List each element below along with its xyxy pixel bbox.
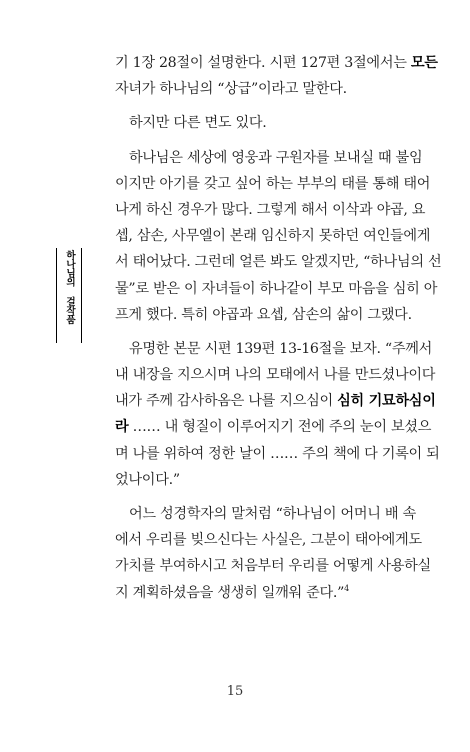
text-line: 내가 주께 감사하옴은 나를 지으심이 심히 기묘하심이 (115, 393, 436, 410)
text-line: 어느 성경학자의 말처럼 “하나님이 어머니 배 속 (129, 506, 416, 522)
text-line: 지 계획하셨음을 생생히 일깨워 준다.”$^4$ (115, 583, 349, 601)
text-line: 서 태어났다. 그런데 얼른 봐도 알겠지만, “하나님의 선 (115, 254, 442, 271)
text-line: 프게 했다. 특히 야곱과 요셉, 삼손의 삶이 그랬다. (115, 306, 412, 323)
bold-text: 모든 (410, 55, 438, 71)
chapter-tab-label: 하나님의 걸작품 (64, 250, 75, 324)
text-line: 이지만 아기를 갖고 싶어 하는 부부의 태를 통해 태어 (115, 175, 431, 192)
text-line: 셉, 삼손, 사무엘이 본래 임신하지 못하던 여인들에게 (115, 228, 431, 245)
text-line: 었나이다.” (115, 471, 180, 488)
text-line: 며 나를 위하여 정한 날이 …… 주의 책에 다 기록이 되 (115, 445, 440, 462)
footnote-marker: 4 (344, 583, 349, 593)
text-line: 자녀가 하나님의 “상급”이라고 말한다. (115, 81, 347, 98)
text-line: 에서 우리를 빚으신다는 사실은, 그분이 태아에게도 (115, 532, 422, 549)
text-line: 하지만 다른 면도 있다. (129, 115, 267, 132)
page-number: 15 (226, 684, 244, 699)
body-text (115, 50, 442, 606)
chapter-side-tab (56, 248, 82, 343)
text-line: 기 1장 28절이 설명한다. 시편 127편 3절에서는 모든 (115, 55, 438, 71)
text-line: 유명한 본문 시편 139편 13-16절을 보자. “주께서 (129, 340, 433, 357)
text-line: 내 내장을 지으시며 나의 모태에서 나를 만드셨나이다 (115, 367, 436, 384)
text-line: 라 …… 내 형질이 이루어지기 전에 주의 눈이 보셨으 (115, 419, 432, 436)
text-line: 나게 하신 경우가 많다. 그렇게 해서 이삭과 야곱, 요 (115, 201, 426, 218)
bold-text: 심히 기묘하심이 (337, 393, 436, 410)
text-line: 물”로 받은 이 자녀들이 하나같이 부모 마음을 심히 아 (115, 280, 438, 297)
text-line: 가치를 부여하시고 처음부터 우리를 어떻게 사용하실 (115, 558, 431, 575)
bold-text: 라 (115, 419, 129, 436)
text-line: 하나님은 세상에 영웅과 구원자를 보내실 때 불임 (129, 149, 423, 166)
